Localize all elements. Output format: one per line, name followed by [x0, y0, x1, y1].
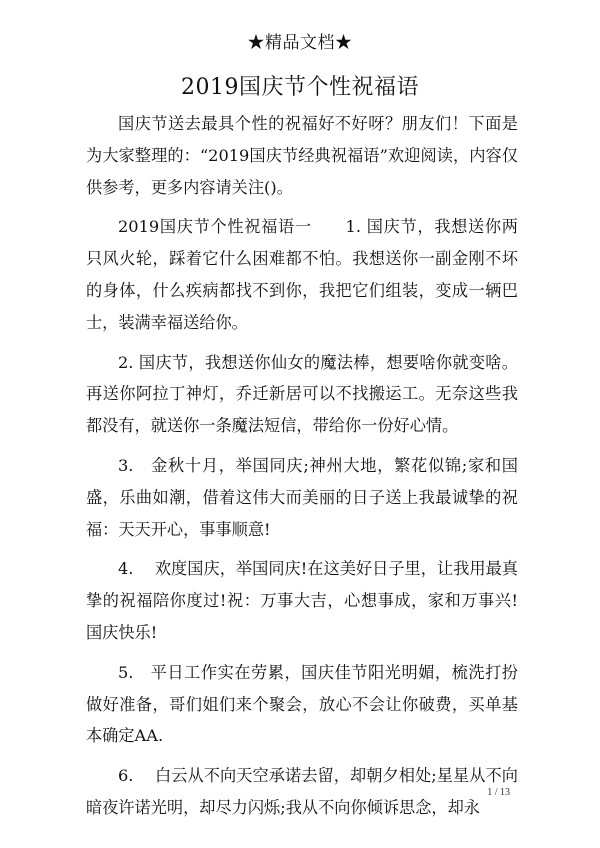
wish-paragraph-4: 4. 欢度国庆，举国同庆!在这美好日子里，让我用最真挚的祝福陪你度过!祝：万事大吉，心想事成，家和万事兴!国庆快乐!	[86, 559, 518, 642]
page-number: 1 / 13	[487, 787, 510, 798]
wish-paragraph-5: 5. 平日工作实在劳累，国庆佳节阳光明媚，梳洗打扮做好准备，哥们姐们来个聚会，放心不会让你破费，买单基本确定AA.	[86, 662, 518, 746]
document-body	[86, 108, 518, 832]
wish-paragraph-2: 2. 国庆节，我想送你仙女的魔法棒，想要啥你就变啥。再送你阿拉丁神灯，乔迁新居可以不找搬运工。无奈这些我都没有，就送你一条魔法短信，带给你一份好心情。	[86, 352, 518, 436]
page-title: 2019国庆节个性祝福语	[181, 75, 419, 100]
wish-paragraph-6: 6. 白云从不向天空承诺去留，却朝夕相处;星星从不向暗夜许诺光明，却尽力闪烁;我从不向你倾诉思念，却永	[86, 766, 518, 817]
intro-paragraph: 国庆节送去最具个性的祝福好不好呀？朋友们！下面是为大家整理的：“2019国庆节经典祝福语”欢迎阅读，内容仅供参考，更多内容请关注()。	[86, 114, 518, 197]
wish-paragraph-3: 3. 金秋十月，举国同庆;神州大地，繁花似锦;家和国盛，乐曲如潮，借着这伟大而美丽的日子送上我最诚挚的祝福：天天开心，事事顺意!	[86, 455, 518, 539]
wish-paragraph-1: 2019国庆节个性祝福语一 1. 国庆节，我想送你两只风火轮，踩着它什么困难都不怕。我想送你一副金刚不坏的身体，什么疾病都找不到你，我把它们组装，变成一辆巴士，装满幸福送给你。	[86, 217, 518, 332]
page-header: ★精品文档★	[247, 33, 353, 53]
